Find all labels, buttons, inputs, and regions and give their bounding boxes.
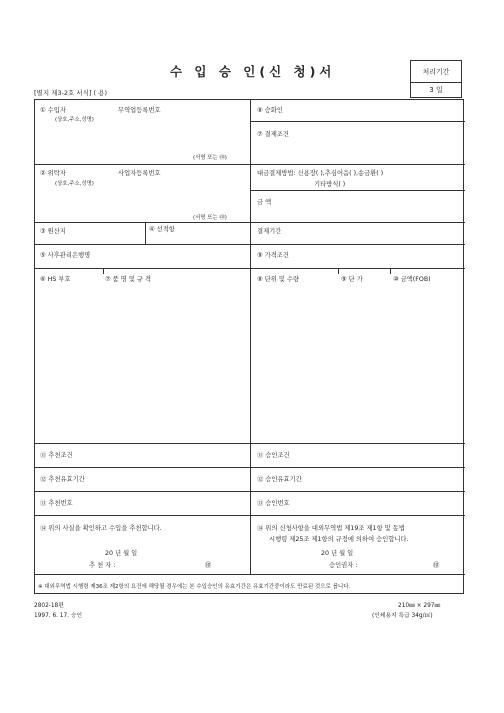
payment-method-label: 대금결제방법: 신용장( ),추심어음( ),송금환( ) [257, 170, 384, 177]
confirm-label: ⑧ 승화인 [257, 107, 283, 114]
approver-label: 승인권자 : [329, 562, 358, 569]
approval-condition-label: ⑪ 승인조건 [257, 452, 290, 459]
goods-spec-label: ⑦ 품 명 및 규 격 [105, 276, 152, 283]
seal-icon: ㊞ [433, 562, 440, 569]
rec-condition-label: ⑪ 추천조건 [40, 452, 73, 459]
approval-number-label: ⑬ 승인번호 [257, 500, 290, 507]
page-title: 수 입 승 인(신 청)서 [170, 64, 336, 79]
approval-statement-2: 시행령 제25조 제1항의 규정에 의하여 승인합니다. [269, 536, 409, 543]
amount-fob-label: ⑩ 금액(FOB) [393, 276, 431, 283]
consignor-label: ② 위탁자 [40, 170, 66, 177]
unit-price-label: ⑨ 단 가 [341, 276, 363, 283]
approval-date: 20 년 월 일 [321, 550, 354, 557]
paper-size: 210㎜ × 297㎜ [398, 603, 441, 609]
processing-period-box [410, 60, 462, 98]
paper-spec: (인쇄용지 특급 34g/㎡) [372, 613, 433, 619]
rec-period-label: ⑫ 추천유효기간 [40, 476, 85, 483]
recommender-label: 추 천 자 : [89, 562, 116, 569]
form-code: 2802-18편 [34, 603, 64, 609]
approval-period-label: ⑫ 승인유효기간 [257, 476, 302, 483]
approval-statement-1: ⑭ 위의 신청사항을 대외무역법 제19조 제1항 및 동법 [257, 525, 405, 532]
importer-reg-label: 무역업등록번호 [118, 107, 161, 114]
quantity-label: ⑧ 단위 및 수량 [257, 276, 300, 283]
form-table [34, 99, 464, 594]
payment-period-label: 결제기간 [257, 228, 282, 235]
loading-port-label: ④ 선적항 [149, 226, 175, 233]
consignor-reg-label: 사업자등록번호 [118, 170, 161, 177]
processing-period-value: 3 일 [429, 86, 443, 94]
signature-label-2: (서명 또는 ㊞) [193, 215, 227, 221]
payment-terms-label: ⑦ 결제조건 [257, 131, 289, 138]
rec-statement: ⑭ 위의 사실을 확인하고 수입을 추천합니다. [40, 525, 162, 532]
importer-sub-label: (상호,주소,성명) [55, 117, 94, 123]
origin-label: ③ 원산지 [40, 228, 66, 235]
bank-label: ⑤ 사후관리은행명 [40, 252, 91, 259]
importer-label: ① 수입자 [40, 107, 66, 114]
approval-date-footer: 1997. 6. 17. 승인 [34, 613, 83, 619]
seal-icon: ㊞ [205, 562, 212, 569]
consignor-sub-label: (상호,주소,성명) [55, 181, 94, 187]
price-terms-label: ⑨ 가격조건 [257, 252, 289, 259]
rec-number-label: ⑬ 추천번호 [40, 500, 73, 507]
form-number: [별지 제3-2호 서식] ( 용) [34, 89, 107, 97]
payment-other-label: 기타방식( ) [314, 181, 346, 188]
hs-code-label: ⑥ HS 부호 [40, 276, 71, 283]
rec-date: 20 년 월 일 [105, 550, 138, 557]
amount-label: 금 액 [257, 199, 272, 206]
signature-label-1: (서명 또는 ㊞) [193, 155, 227, 161]
footnote: ※ 대외무역법 시행령 제36조 제2항의 요건에 해당될 경우에는 본 수입승인의 유효기간은 유효기간중이라도 만료된 것으로 봅니다. [38, 584, 351, 590]
processing-period-label: 처리기간 [411, 61, 461, 83]
